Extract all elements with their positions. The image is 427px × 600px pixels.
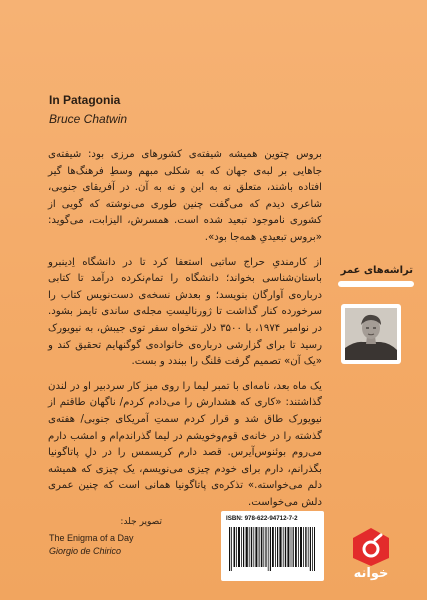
cover-art-artist: Giorgio de Chirico — [49, 546, 122, 556]
blurb-paragraph: یک ماه بعد، نامه‌ای با تمبر لیما را روی میز کار سردبیر او در لندن گذاشتند: «کاری که هشدارش را می‌دادم کردم/ ناگهان طاقتم از نیویورک طاق شد و قرار کردم سمتِ آمریکای جنوبی/ هفته‌ی گذشته را در خانه‌ی قوم‌وخویشم در لیما گذراندم‌ام و امشب دارم می‌روم بوئنوس‌آیرس. قصد دارم کریسمس را در دلِ پاتاگونیا بگذرانم، دارم برای خودم چیزی می‌نویسم، یک چیزی که همیشه دلم می‌خواسته.» تذکره‌ی پاتاگونیا همانی است که چنین عمری دلش می‌خواست. — [48, 380, 322, 508]
book-author: Bruce Chatwin — [49, 112, 128, 126]
cover-art-title: The Enigma of a Day — [49, 533, 134, 543]
publisher-block — [345, 526, 397, 586]
author-portrait-icon — [345, 308, 397, 360]
title-block — [49, 93, 127, 126]
series-bar — [338, 281, 414, 287]
cover-art-caption — [49, 517, 162, 556]
cover-art-caption-fa: تصویر جلد: — [120, 517, 162, 527]
author-photo — [341, 304, 401, 364]
series-label: تراشه‌های عمر — [340, 265, 413, 276]
barcode-box — [221, 511, 324, 581]
blurb-text — [48, 147, 322, 511]
book-title: In Patagonia — [49, 93, 121, 107]
barcode-icon — [229, 527, 315, 571]
blurb-paragraph: بروس چتوین همیشه شیفته‌ی کشورهای مرزی بود: شیفته‌ی جاهایی بر لبه‌ی جهان که به شکلی مبهم وسطِ فرهنگ‌ها گیر افتاده باشند، متعلق نه به این و نه به آن. در آفریقای جنوبی، شاعری دیدم که می‌گفت چنین طوری می‌نوشته که گویی از کشوری ناموجود تبعید شده است. همسرش، الیزابت، می‌گوید: «بروس تبعیدیِ همه‌جا بود». — [48, 149, 322, 243]
publisher-name: خوانه — [353, 566, 389, 581]
publisher-logo-icon — [345, 526, 397, 566]
isbn-text: ISBN: 978-622-94712-7-2 — [226, 515, 298, 522]
blurb-paragraph: از کارمندیِ حراج ساتبی استعفا کرد تا در دانشگاه اِدینبرو باستان‌شناسی بخواند؛ دانشگاه را تمام‌نکرده درآمد تا کتابی درباره‌ی آوارگان بنویسد؛ و بعدش نسخه‌ی دست‌نویس کتاب را سرخورده کنار گذاشت تا ژورنالیستِ مجله‌ی ساندی تایمز بشود. در نوامبر ۱۹۷۴، با ۳۵۰۰ دلار تنخواه سفر توی جیبش، به نیویورک رسید تا برای گزارشی درباره‌ی خانواده‌ی گوگنهایم تحقیق کند و «یک آن» تصمیم گرفت قلنگ را ببندد و بست. — [48, 256, 322, 368]
